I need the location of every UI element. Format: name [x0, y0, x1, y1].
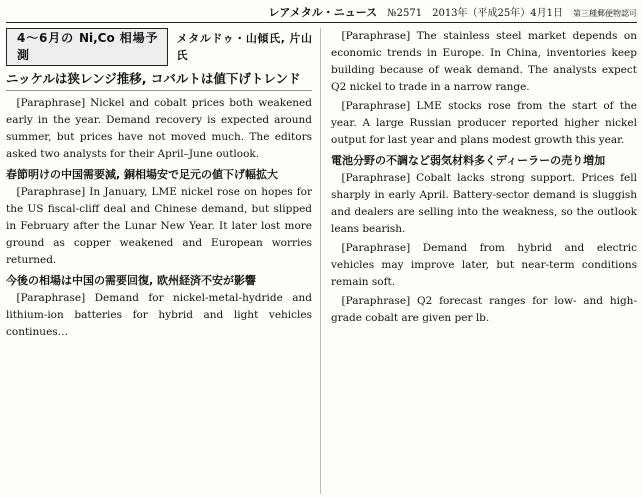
issue-date: 2013年（平成25年）4月1日 — [432, 8, 563, 19]
left-paragraph-2: [Paraphrase] Demand for nickel-metal-hydride and lithium-ion batteries for hybrid and light vehicles continues… — [6, 292, 312, 338]
left-column — [6, 28, 321, 494]
left-paragraph-1: [Paraphrase] In January, LME nickel rose on hopes for the US fiscal-cliff deal and Chinese demand, but slipped in February after the Lunar New Year. It later lost more ground as copper weakened and European worries returned. — [6, 186, 312, 266]
intro-paragraph: [Paraphrase] Nickel and cobalt prices both weakened early in the year. Demand recovery is expected around summer, but prices have not moved much. The editors asked two analysts for their April–June outlook. — [6, 97, 312, 160]
subheading-2: 今後の相場は中国の需要回復, 欧州経済不安が影響 — [6, 274, 257, 287]
subheading-1: 春節明けの中国需要減, 銅相場安で足元の値下げ幅拡大 — [6, 168, 279, 181]
right-paragraph-1: [Paraphrase] The stainless steel market depends on economic trends in Europe. In China, inventories keep building because of weak demand. The analysts expect Q2 nickel to trade in a narrow range. — [331, 30, 637, 93]
section-authors: メタルドゥ・山傾氏, 片山氏 — [176, 32, 312, 62]
section-title-box: 4〜6月の Ni,Co 相場予測 — [6, 28, 168, 66]
right-paragraph-4: [Paraphrase] Demand from hybrid and electric vehicles may improve later, but near-term conditions remain soft. — [331, 242, 637, 288]
article-columns — [6, 28, 637, 494]
issue-number: №2571 — [387, 8, 423, 19]
postal-notice: 第三種郵便物認可 — [573, 9, 637, 18]
lead-headline: ニッケルは狭レンジ推移, コバルトは値下げトレンド — [6, 70, 312, 91]
section-title — [6, 28, 312, 66]
publication-name: レアメタル・ニュース — [268, 6, 378, 19]
right-column — [331, 28, 637, 494]
right-paragraph-3: [Paraphrase] Cobalt lacks strong support. Prices fell sharply in early April. Battery-sector demand is sluggish and dealers are selling into the weakness, so the outlook leans bearish. — [331, 172, 637, 235]
forecast-paragraph: [Paraphrase] Q2 forecast ranges for low- and high-grade cobalt are given per lb. — [331, 295, 637, 324]
masthead — [6, 4, 637, 23]
right-paragraph-2: [Paraphrase] LME stocks rose from the start of the year. A large Russian producer reported higher nickel output for last year and plans modest growth this year. — [331, 100, 637, 146]
subheading-3: 電池分野の不調など弱気材料多くディーラーの売り増加 — [331, 154, 606, 167]
